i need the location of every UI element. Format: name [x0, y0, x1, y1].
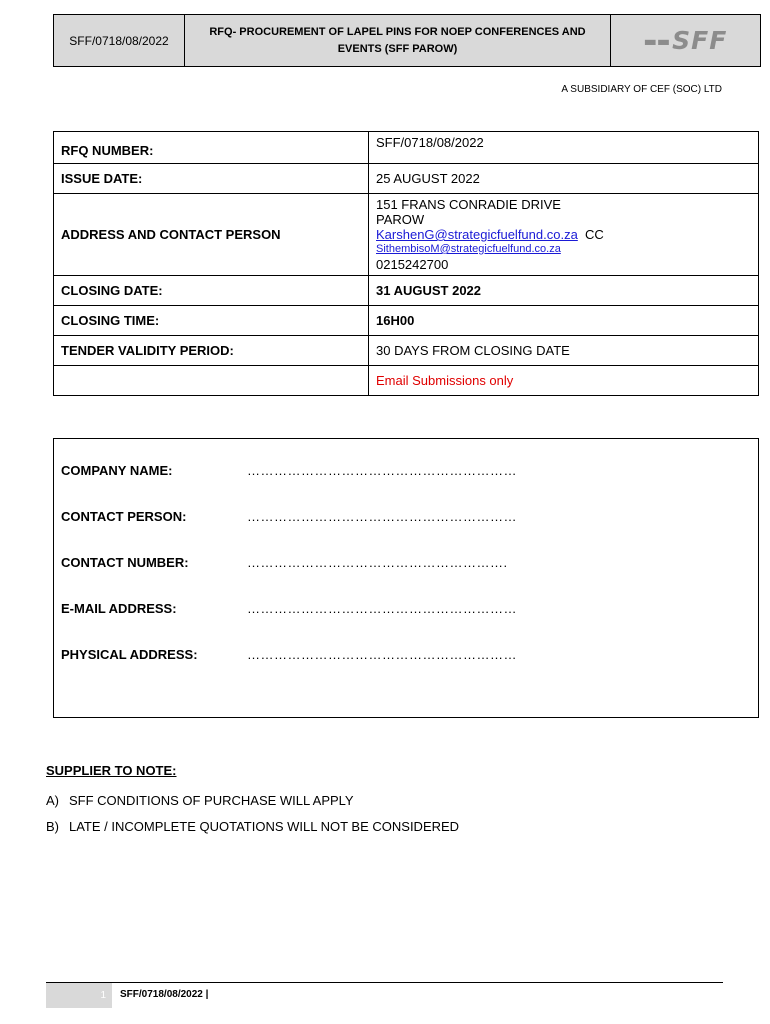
- address-line-1: 151 FRANS CONRADIE DRIVE: [376, 197, 561, 212]
- issue-date-value: 25 AUGUST 2022: [369, 164, 759, 194]
- footer-divider: [46, 982, 723, 983]
- subsidiary-note: A SUBSIDIARY OF CEF (SOC) LTD: [561, 84, 722, 95]
- company-details-box: [53, 438, 759, 718]
- email-link-secondary[interactable]: SithembisoM@strategicfuelfund.co.za: [376, 243, 561, 255]
- rfq-number-value: SFF/0718/08/2022: [369, 132, 759, 164]
- header-title: RFQ- PROCUREMENT OF LAPEL PINS FOR NOEP CONFERENCES AND EVENTS (SFF PAROW): [185, 15, 611, 66]
- header-reference: SFF/0718/08/2022: [54, 15, 185, 66]
- contact-number-label: CONTACT NUMBER:: [61, 555, 189, 570]
- address-cell: [369, 194, 759, 276]
- sff-logo: [611, 15, 760, 66]
- closing-time-label: CLOSING TIME:: [54, 306, 369, 336]
- note-item-b: B) LATE / INCOMPLETE QUOTATIONS WILL NOT BE CONSIDERED: [46, 819, 460, 834]
- email-address-field: ……………………………………………………: [247, 601, 517, 616]
- page-number: 1: [46, 983, 112, 1008]
- email-address-label: E-MAIL ADDRESS:: [61, 601, 177, 616]
- supplier-note-heading: SUPPLIER TO NOTE:: [46, 763, 177, 778]
- rfq-number-label: RFQ NUMBER:: [54, 132, 369, 164]
- validity-label: TENDER VALIDITY PERIOD:: [54, 336, 369, 366]
- address-line-2: PAROW: [376, 212, 425, 227]
- closing-date-label: CLOSING DATE:: [54, 276, 369, 306]
- contact-person-label: CONTACT PERSON:: [61, 509, 187, 524]
- cc-text: CC: [585, 227, 604, 242]
- email-link-primary[interactable]: KarshenG@strategicfuelfund.co.za: [376, 227, 578, 242]
- contact-person-field: ……………………………………………………: [247, 509, 517, 524]
- logo-mark: ▬▬SFF: [643, 26, 728, 55]
- issue-date-label: ISSUE DATE:: [54, 164, 369, 194]
- address-label: ADDRESS AND CONTACT PERSON: [54, 194, 369, 276]
- company-name-field: ……………………………………………………: [247, 463, 517, 478]
- footer-reference: SFF/0718/08/2022 |: [120, 989, 209, 1000]
- company-name-label: COMPANY NAME:: [61, 463, 173, 478]
- document-header: [53, 14, 761, 67]
- rfq-info-table: [53, 131, 759, 396]
- submission-note: Email Submissions only: [369, 366, 759, 396]
- empty-cell: [54, 366, 369, 396]
- physical-address-label: PHYSICAL ADDRESS:: [61, 647, 198, 662]
- note-item-a: A) SFF CONDITIONS OF PURCHASE WILL APPLY: [46, 793, 354, 808]
- closing-time-value: 16H00: [369, 306, 759, 336]
- contact-phone: 0215242700: [376, 257, 449, 272]
- contact-number-field: ………………………………………………….: [247, 555, 508, 570]
- physical-address-field: ……………………………………………………: [247, 647, 517, 662]
- closing-date-value: 31 AUGUST 2022: [369, 276, 759, 306]
- validity-value: 30 DAYS FROM CLOSING DATE: [369, 336, 759, 366]
